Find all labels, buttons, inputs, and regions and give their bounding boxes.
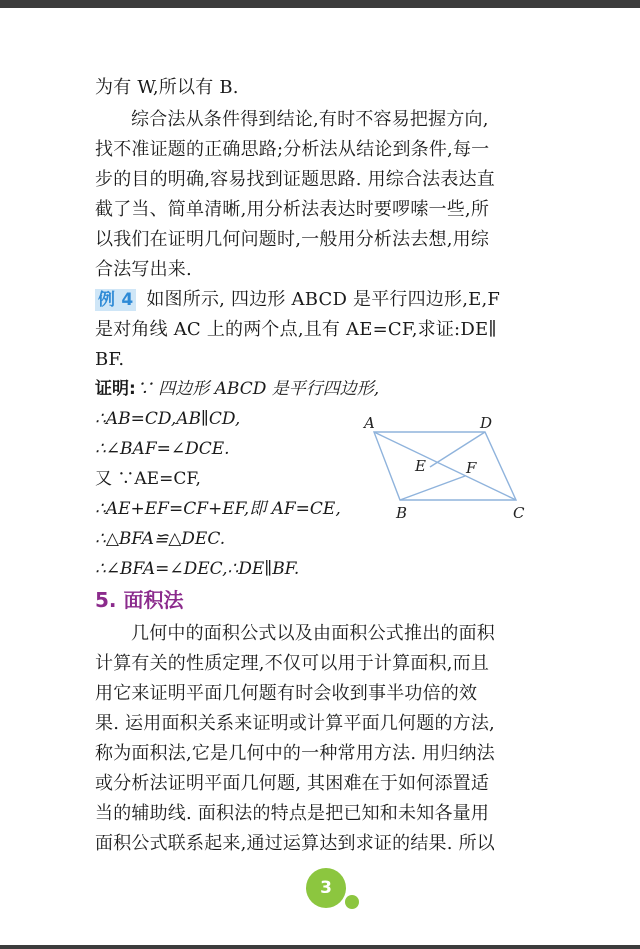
label-c: C <box>513 504 525 522</box>
text-line: 或分析法证明平面几何题, 其困难在于如何添置适 <box>95 773 490 794</box>
proof-line: 又 ∵AE=CF, <box>95 469 201 489</box>
diagonal-ac <box>374 432 516 500</box>
page-number: 3 <box>306 868 346 908</box>
label-f: F <box>466 459 477 477</box>
figure-lines <box>374 432 516 500</box>
bottom-bar <box>0 945 640 949</box>
proof-line: ∴AE+EF=CF+EF,即 AF=CE, <box>95 499 341 519</box>
segment-bf <box>400 476 465 500</box>
top-bar <box>0 0 640 8</box>
page-number-dot <box>345 895 359 909</box>
text-line: 计算有关的性质定理,不仅可以用于计算面积,而且 <box>95 653 490 674</box>
text-line: 面积公式联系起来,通过运算达到求证的结果. 所以 <box>95 833 495 854</box>
proof-line: ∴△BFA≌△DEC. <box>95 529 226 549</box>
proof-text: ∵ 四边形 ABCD 是平行四边形, <box>135 379 380 399</box>
proof-line: ∴AB=CD,AB∥CD, <box>95 409 241 429</box>
example-tag: 例 4 <box>95 289 136 311</box>
segment-de <box>430 432 485 467</box>
label-b: B <box>396 504 408 522</box>
proof-label: 证明: <box>95 379 136 399</box>
text-line: 为有 W,所以有 B. <box>95 77 239 98</box>
text-line: 用它来证明平面几何题有时会收到事半功倍的效 <box>95 683 478 704</box>
text-line: 合法写出来. <box>95 259 192 280</box>
text-line: 几何中的面积公式以及由面积公式推出的面积 <box>131 623 495 644</box>
text-line: 果. 运用面积关系来证明或计算平面几何题的方法, <box>95 713 495 734</box>
text-line: 以我们在证明几何问题时,一般用分析法去想,用综 <box>95 229 490 250</box>
proof-line: ∴∠BFA=∠DEC,∴DE∥BF. <box>95 559 300 579</box>
example-line <box>95 286 555 314</box>
section-heading: 5. 面积法 <box>95 588 184 612</box>
text-line: 称为面积法,它是几何中的一种常用方法. 用归纳法 <box>95 743 495 764</box>
proof-line: ∴∠BAF=∠DCE. <box>95 439 230 459</box>
text-line: 截了当、简单清晰,用分析法表达时要啰嗦一些,所 <box>95 199 490 220</box>
example-line: BF. <box>95 349 125 370</box>
text-line: 综合法从条件得到结论,有时不容易把握方向, <box>131 109 489 130</box>
label-d: D <box>480 414 493 432</box>
label-e: E <box>415 457 426 475</box>
example-text: 如图所示, 四边形 ABCD 是平行四边形,E,F <box>146 289 501 310</box>
example-line: 是对角线 AC 上的两个点,且有 AE=CF,求证:DE∥ <box>95 319 497 340</box>
label-a: A <box>364 414 375 432</box>
parallelogram-figure <box>358 408 538 523</box>
proof-line <box>95 376 379 402</box>
text-line: 当的辅助线. 面积法的特点是把已知和未知各量用 <box>95 803 490 824</box>
text-line: 步的目的明确,容易找到证题思路. 用综合法表达直 <box>95 169 495 190</box>
text-line: 找不准证题的正确思路;分析法从结论到条件,每一 <box>95 139 490 160</box>
